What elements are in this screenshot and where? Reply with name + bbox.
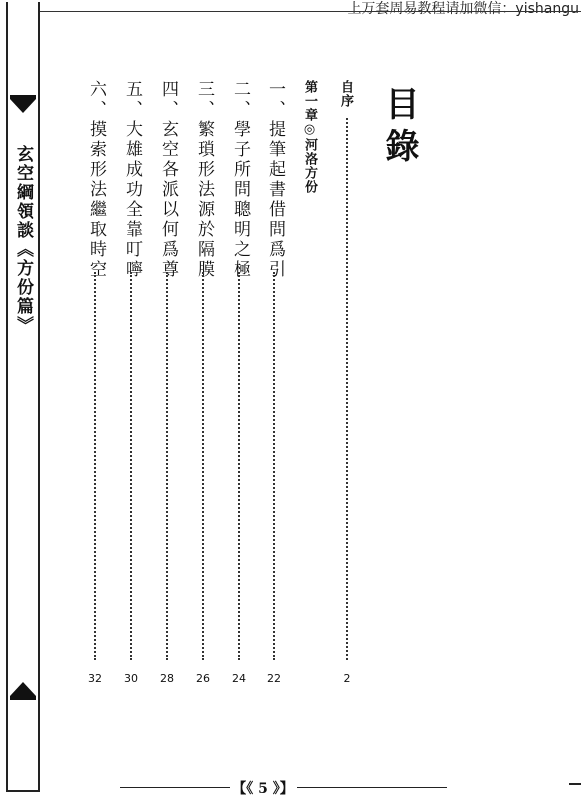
toc-entry-page: 28 bbox=[160, 672, 174, 685]
spine-bottom-marker bbox=[10, 682, 36, 700]
toc-leader-dots bbox=[94, 272, 96, 660]
toc-entry[interactable] bbox=[192, 80, 214, 685]
toc-leader-dots bbox=[166, 272, 168, 660]
toc-entry[interactable] bbox=[84, 80, 106, 685]
toc-leader-dots bbox=[202, 272, 204, 660]
toc-entry-label: 二、學子所問聰明之極 bbox=[230, 80, 250, 280]
page-title: 目錄 bbox=[379, 86, 419, 170]
toc-entry[interactable] bbox=[228, 80, 250, 685]
toc-entry-label: 三、繁瑣形法源於隔膜 bbox=[194, 80, 214, 280]
corner-mark bbox=[569, 783, 581, 785]
toc-entry-page: 32 bbox=[88, 672, 102, 685]
watermark-text: 上万套周易教程请加微信：yishangu bbox=[347, 1, 579, 17]
toc-entry-page: 30 bbox=[124, 672, 138, 685]
top-rule bbox=[40, 11, 581, 12]
toc-leader-dots bbox=[273, 272, 275, 660]
toc-leader-dots bbox=[130, 272, 132, 660]
footer-rule-left bbox=[120, 787, 230, 788]
toc-entry[interactable] bbox=[120, 80, 142, 685]
toc-entry-label: 四、玄空各派以何爲尊 bbox=[158, 80, 178, 280]
toc-entry-page: 2 bbox=[343, 672, 351, 685]
spine-top-marker bbox=[10, 95, 36, 113]
toc-entry-label: 自序 bbox=[338, 80, 353, 108]
toc-entry-label: 一、提筆起書借問爲引 bbox=[265, 80, 285, 280]
toc-chapter-heading[interactable] bbox=[300, 80, 322, 685]
toc-entry-label: 五、大雄成功全靠叮嚀 bbox=[122, 80, 142, 280]
page-number: 【《 5 》】 bbox=[232, 781, 294, 797]
toc-entry-page: 22 bbox=[267, 672, 281, 685]
spine-bar bbox=[6, 2, 40, 792]
toc-entry-page: 26 bbox=[196, 672, 210, 685]
toc-entry[interactable] bbox=[156, 80, 178, 685]
toc-entry-page: 24 bbox=[232, 672, 246, 685]
footer-rule-right bbox=[297, 787, 447, 788]
spine-title: 玄空綱領談《方份篇》 bbox=[13, 145, 33, 335]
toc-leader-dots bbox=[238, 272, 240, 660]
toc-entry-label: 第一章◎河洛方份 bbox=[302, 80, 317, 194]
toc-leader-dots bbox=[346, 118, 348, 660]
toc-entry[interactable] bbox=[336, 80, 358, 685]
spine-bottom-rule bbox=[6, 790, 40, 792]
toc-entry-label: 六、摸索形法繼取時空 bbox=[86, 80, 106, 280]
toc-entry[interactable] bbox=[263, 80, 285, 685]
